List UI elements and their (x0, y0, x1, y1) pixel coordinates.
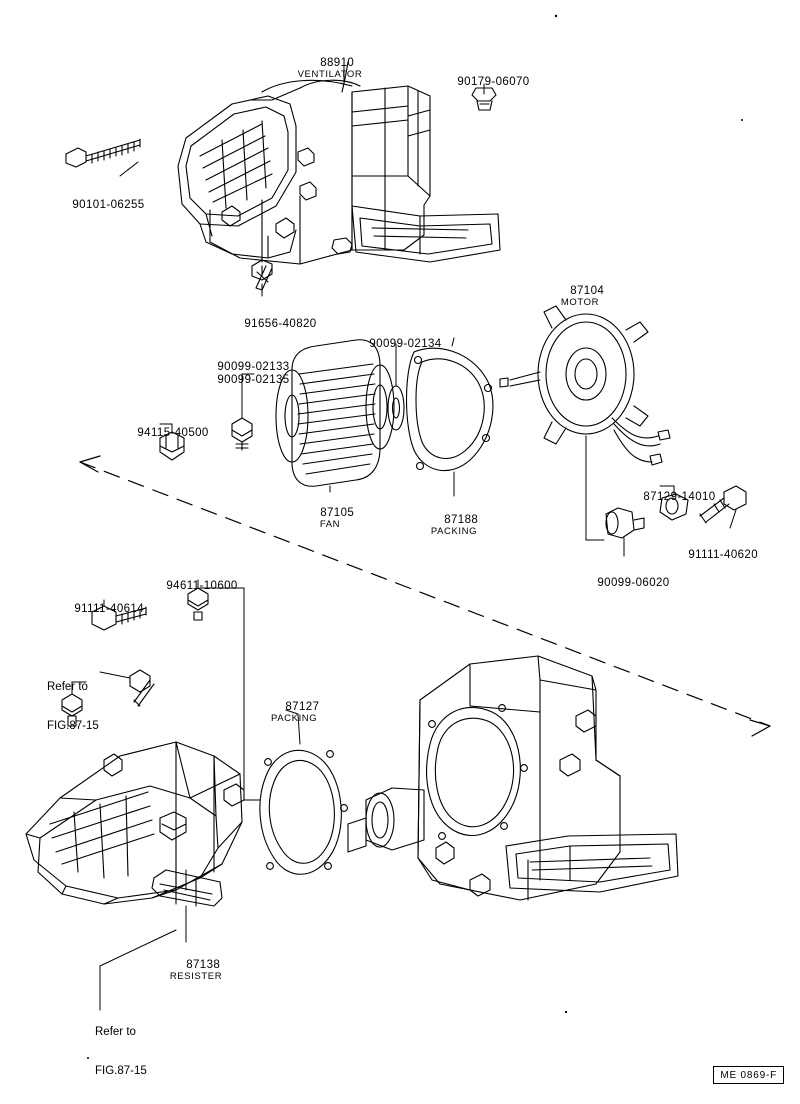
refer-note-bottom (95, 1000, 147, 1104)
bolt-90101-06255-illustration (66, 139, 140, 167)
refer-note-bottom-line1: Refer to (95, 1026, 136, 1038)
label-87127-packing: 87127 PACKING (271, 700, 320, 724)
refer-note-top-line1: Refer to (47, 681, 88, 693)
label-88910-ventilator: 88910 VENTILATOR (297, 56, 363, 80)
resister-87138-illustration (152, 870, 222, 930)
label-90099-02134: 90099-02134 (369, 337, 442, 350)
label-87104-motor: 87104 MOTOR (560, 284, 605, 308)
label-87188-packing: 87188 PACKING (430, 513, 479, 537)
label-91111-40620: 91111-40620 (688, 548, 759, 561)
label-90101-06255: 90101-06255 (72, 198, 145, 211)
label-90099-02133: 90099-02133 (217, 360, 290, 373)
label-94611-10600: 94611-10600 (166, 579, 238, 592)
nut-94611-10600-illustration (188, 580, 260, 800)
label-87129-14010: 87129-14010 (643, 490, 716, 503)
label-91656-40820: 91656-40820 (244, 317, 317, 330)
label-91111-40614: 91111-40614 (74, 602, 145, 615)
label-87105-fan: 87105 FAN (319, 506, 355, 530)
fan-87105-illustration (276, 340, 394, 492)
sheet-code: ME 0869-F (713, 1066, 784, 1084)
label-90179-06070: 90179-06070 (457, 75, 530, 88)
label-94115-40500: 94115-40500 (137, 426, 209, 439)
refer-note-top-line2: FIG.87-15 (47, 720, 99, 732)
refer-note-bottom-line2: FIG.87-15 (95, 1065, 147, 1077)
refer-note-top (47, 655, 99, 759)
label-90099-02135: 90099-02135 (217, 373, 290, 386)
label-87138-resister: 87138 RESISTER (169, 958, 223, 982)
label-90099-06020: 90099-06020 (597, 576, 670, 589)
blower-case-illustration (348, 656, 678, 900)
